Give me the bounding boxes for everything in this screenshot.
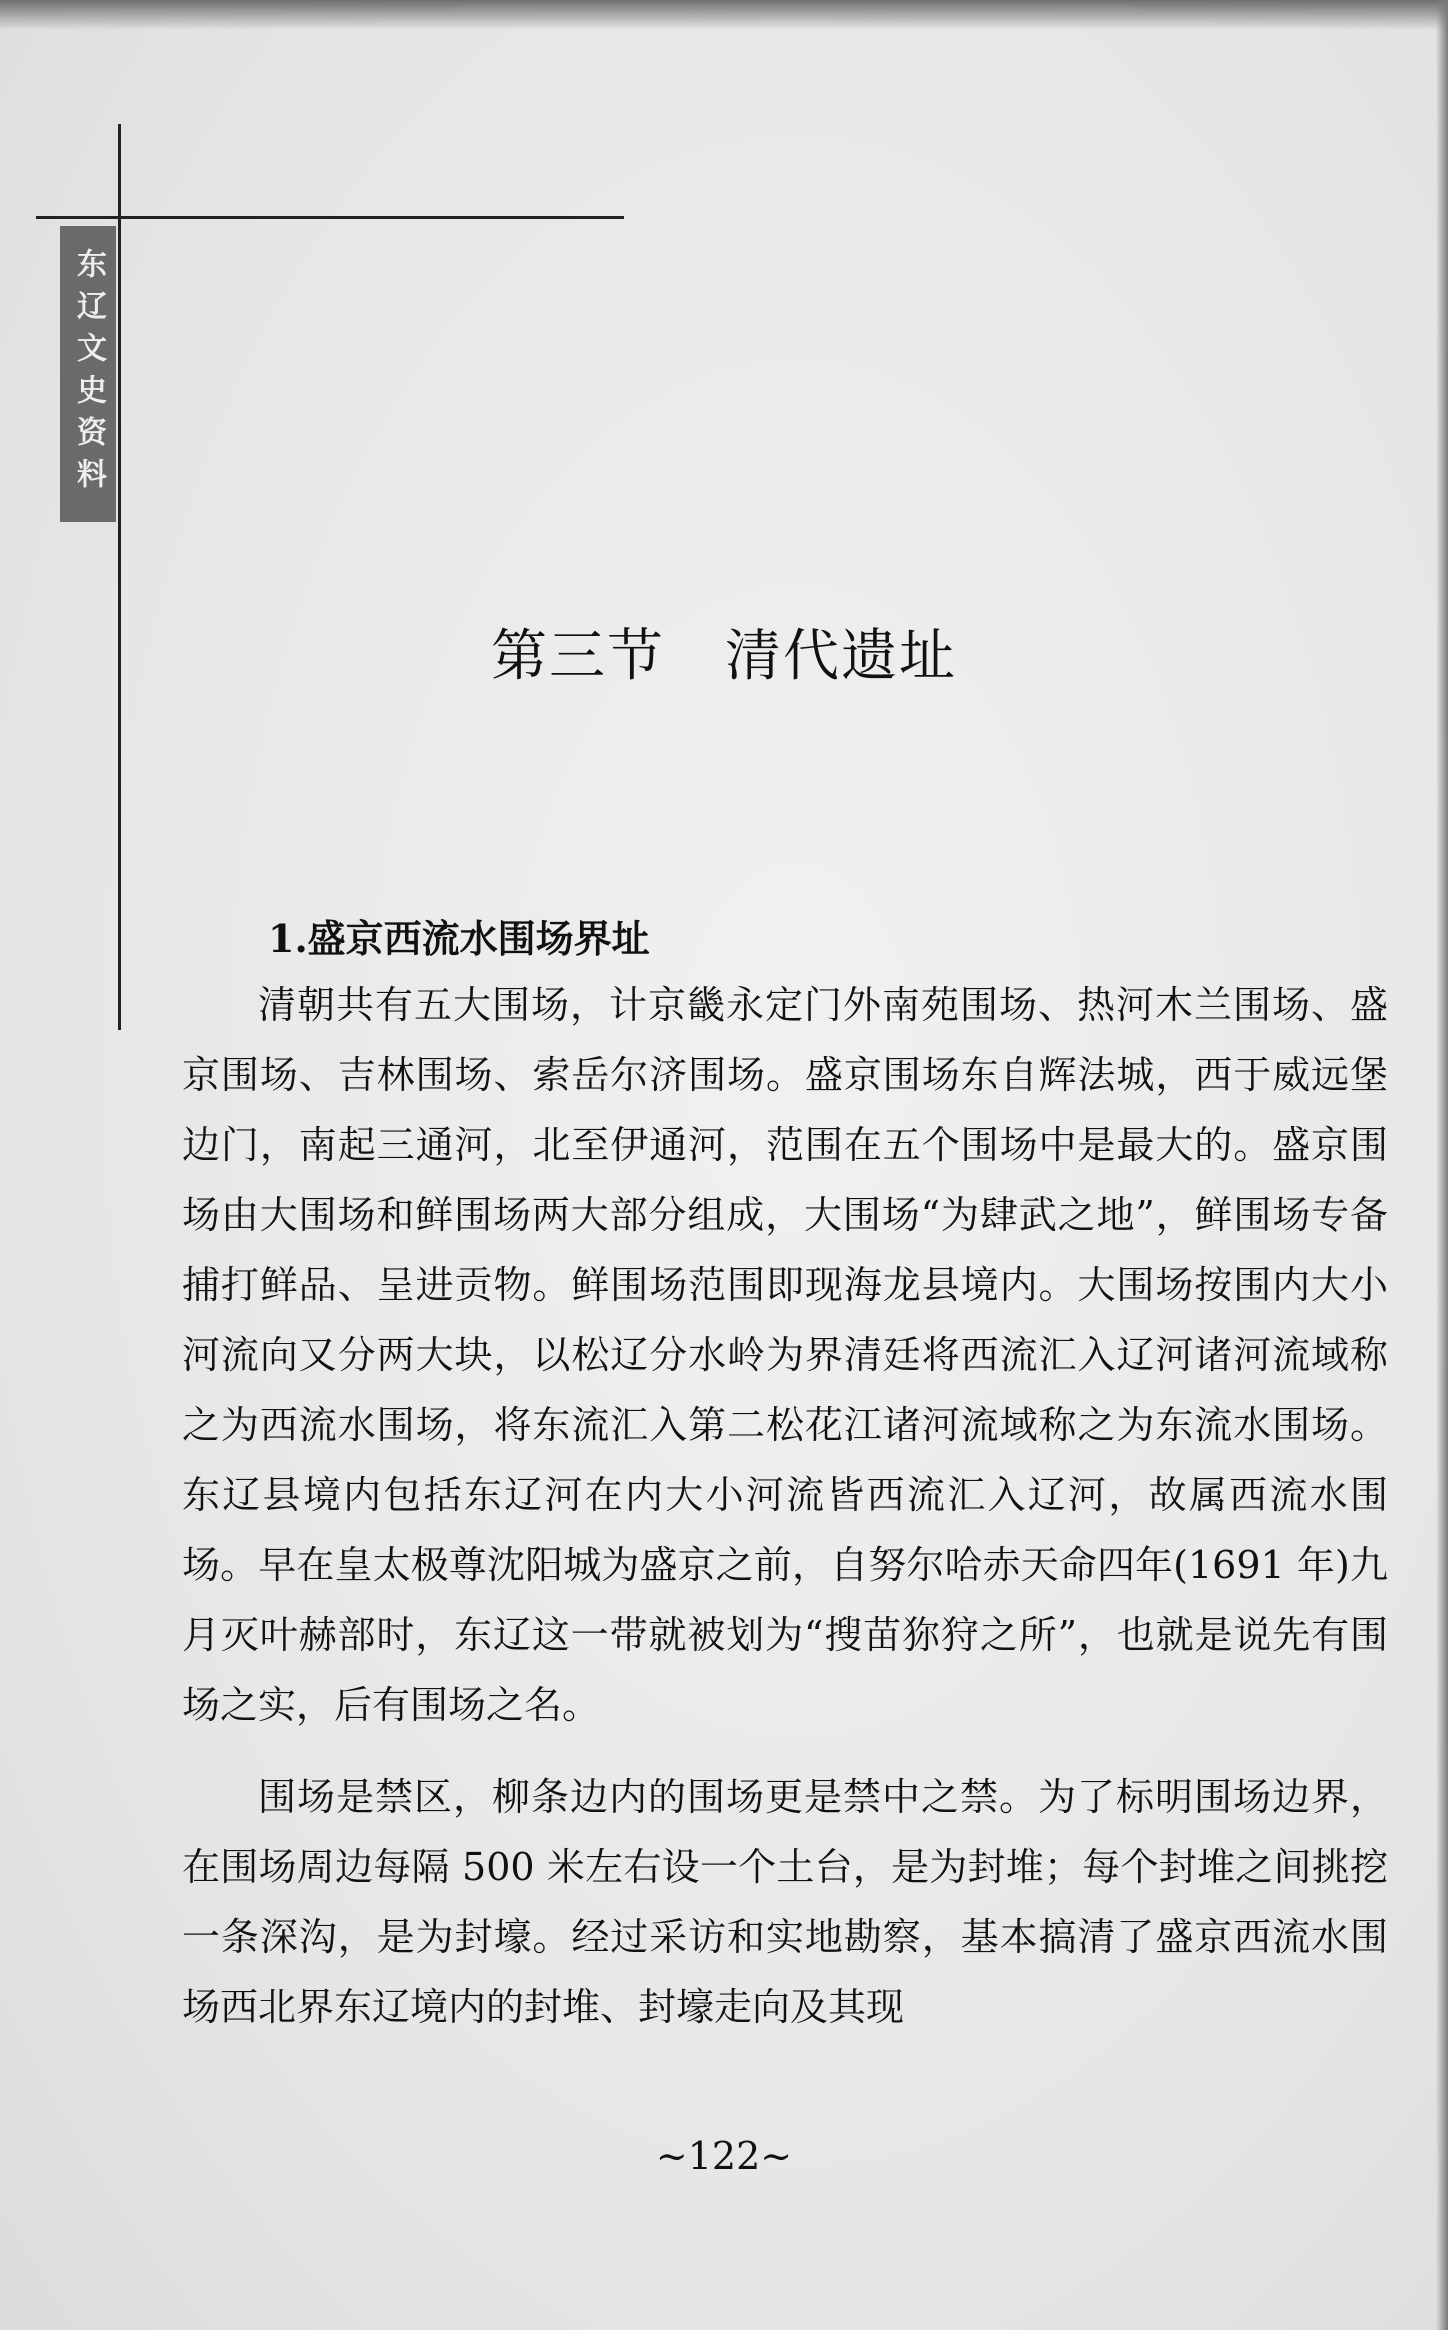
page-number: ~122~	[655, 2134, 793, 2178]
side-tab-label: 东辽文史资料	[71, 248, 106, 500]
paragraph-1: 清朝共有五大围场，计京畿永定门外南苑围场、热河木兰围场、盛京围场、吉林围场、索岳尔济围场。盛京围场东自辉法城，西于威远堡边门，南起三通河，北至伊通河，范围在五个围场中是最大的。盛京围场由大围场和鲜围场两大部分组成，大围场“为肆武之地”，鲜围场专备捕打鲜品、呈进贡物。鲜围场范围即现海龙县境内。大围场按围内大小河流向又分两大块，以松辽分水岭为界清廷将西流汇入辽河诸河流域称之为西流水围场，将东流汇入第二松花江诸河流域称之为东流水围场。东辽县境内包括东辽河在内大小河流皆西流汇入辽河，故属西流水围场。早在皇太极尊沈阳城为盛京之前，自努尔哈赤天命四年(1691 年)九月灭叶赫部时，东辽这一带就被划为“搜苗狝狩之所”，也就是说先有围场之实，后有围场之名。	[182, 983, 1388, 1727]
paragraph-2: 围场是禁区，柳条边内的围场更是禁中之禁。为了标明围场边界，在围场周边每隔 500 米左右设一个土台，是为封堆；每个封堆之间挑挖一条深沟，是为封壕。经过采访和实地勘察，基本搞清了盛京西流水围场西北界东辽境内的封堆、封壕走向及其现	[182, 1775, 1388, 2029]
section-title	[0, 612, 1448, 692]
margin-vertical-rule	[118, 124, 121, 1030]
scan-shadow-right	[1436, 0, 1448, 2330]
section-name: 清代遗址	[725, 624, 957, 689]
subsection-heading: 1.盛京西流水围场界址	[268, 916, 650, 961]
section-number: 第三节	[491, 624, 665, 689]
body-text	[182, 970, 1388, 2064]
scan-shadow-top	[0, 0, 1448, 30]
side-tab	[60, 226, 116, 522]
header-horizontal-rule	[36, 216, 624, 219]
